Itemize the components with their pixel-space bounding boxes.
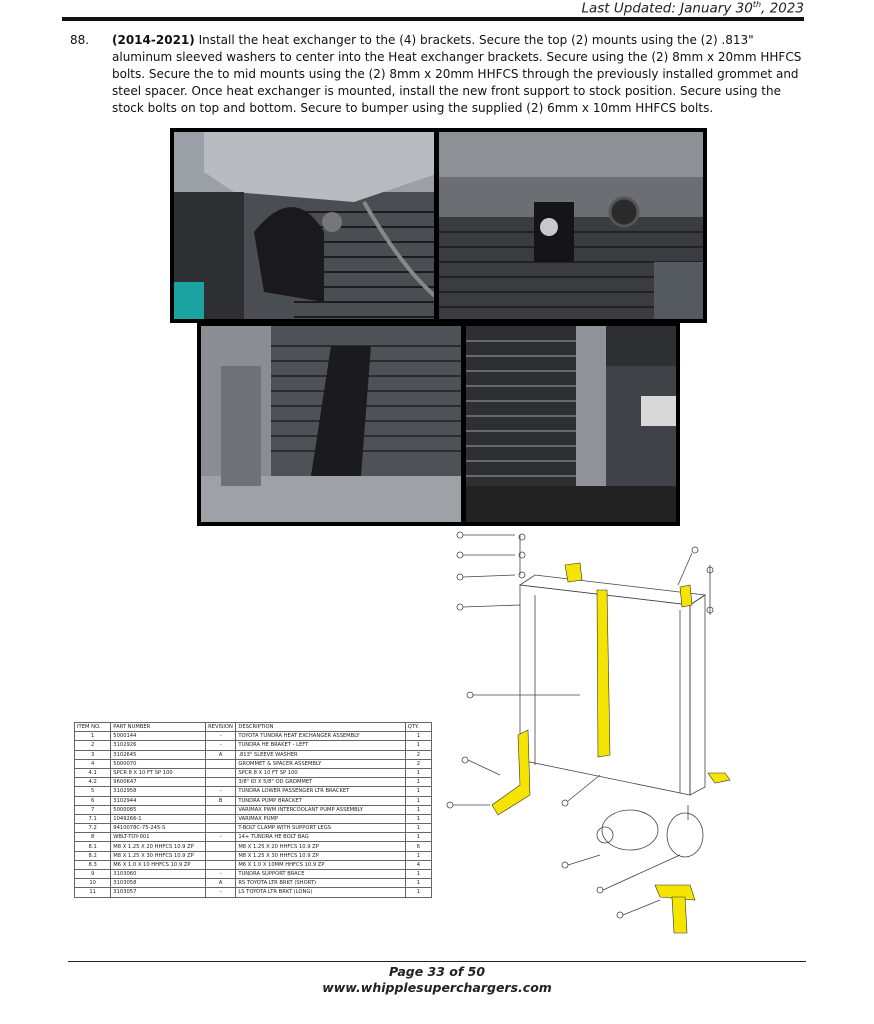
table-cell: VARIMAX PUMP	[236, 814, 405, 823]
exploded-diagram	[440, 525, 740, 945]
table-cell	[206, 860, 236, 869]
table-cell: 7.1	[75, 814, 111, 823]
table-row	[75, 842, 432, 851]
table-cell: TUNDRA LOWER PASSENGER LTR BRACKET	[236, 787, 405, 796]
table-cell: 1	[405, 870, 431, 879]
table-cell: -	[206, 888, 236, 897]
col-description: DESCRIPTION	[236, 723, 405, 732]
table-cell: 2	[405, 759, 431, 768]
table-cell: TUNDRA PUMP BRACKET	[236, 796, 405, 805]
table-cell: 2	[405, 750, 431, 759]
table-row	[75, 787, 432, 796]
table-cell: 14+ TUNDRA HE BOLT BAG	[236, 833, 405, 842]
table-cell: B	[206, 796, 236, 805]
table-cell: 1	[75, 732, 111, 741]
table-cell: 11	[75, 888, 111, 897]
table-cell: 4	[75, 759, 111, 768]
table-cell: 1	[405, 778, 431, 787]
table-cell: A	[206, 750, 236, 759]
table-cell: 3102958	[111, 787, 206, 796]
footer-rule	[68, 961, 806, 962]
table-row	[75, 759, 432, 768]
table-cell: 1	[405, 768, 431, 777]
table-cell: 3102944	[111, 796, 206, 805]
last-updated-year: , 2023	[761, 0, 804, 17]
table-cell: 3	[75, 750, 111, 759]
website-link[interactable]: www.whipplesuperchargers.com	[322, 980, 552, 995]
table-cell	[206, 824, 236, 833]
table-cell: .813" SLEEVE WASHER	[236, 750, 405, 759]
table-cell: M6 X 1.0 X 10 HHFCS 10.9 ZP	[111, 860, 206, 869]
table-cell: 5	[75, 787, 111, 796]
pump-icon	[602, 810, 658, 850]
table-cell: GROMMET & SPACER ASSEMBLY	[236, 759, 405, 768]
header-last-updated	[581, 0, 804, 17]
table-cell: 1	[405, 888, 431, 897]
table-cell	[206, 778, 236, 787]
table-row	[75, 833, 432, 842]
table-cell: 2	[75, 741, 111, 750]
table-cell: 3103060	[111, 870, 206, 879]
table-cell: 4.2	[75, 778, 111, 787]
photo-left-mount	[170, 128, 438, 323]
table-cell: SPCR 8 X 10 FT SP 100	[111, 768, 206, 777]
table-cell: A	[206, 879, 236, 888]
last-updated-text: Last Updated: January 30	[581, 0, 753, 17]
photo-left-mount-image	[174, 132, 438, 323]
table-cell: M8 X 1.25 X 30 HHFCS 10.9 ZP	[236, 851, 405, 860]
table-row	[75, 796, 432, 805]
table-row	[75, 870, 432, 879]
step-years: (2014-2021)	[112, 33, 195, 47]
table-cell: M8 X 1.25 X 30 HHFCS 10.9 ZP	[111, 851, 206, 860]
table-cell: 1	[405, 741, 431, 750]
photo-right-mount	[435, 128, 707, 323]
table-row	[75, 732, 432, 741]
table-cell: -	[206, 833, 236, 842]
table-cell: 7	[75, 805, 111, 814]
table-cell: TOYOTA TUNDRA HEAT EXCHANGER ASSEMBLY	[236, 732, 405, 741]
photo-mid-mount	[197, 322, 465, 526]
header-rule	[62, 17, 804, 21]
parts-table-header	[75, 723, 432, 732]
table-cell: 1	[405, 814, 431, 823]
table-cell: 7.2	[75, 824, 111, 833]
parts-table	[74, 722, 432, 898]
table-row	[75, 851, 432, 860]
table-cell	[206, 842, 236, 851]
parts-table-body	[75, 732, 432, 897]
table-cell: 1	[405, 805, 431, 814]
photo-front-support-image	[466, 326, 680, 526]
table-row	[75, 879, 432, 888]
table-cell: 1	[405, 824, 431, 833]
photo-mid-mount-image	[201, 326, 465, 526]
table-cell: 1	[405, 732, 431, 741]
table-cell: 9410078C-75-245-S	[111, 824, 206, 833]
table-cell: -	[206, 741, 236, 750]
table-cell: 3102645	[111, 750, 206, 759]
table-cell: 1	[405, 833, 431, 842]
table-row	[75, 768, 432, 777]
table-cell: 1	[405, 796, 431, 805]
table-cell: 9	[75, 870, 111, 879]
col-part-number: PART NUMBER	[111, 723, 206, 732]
table-cell: -	[206, 732, 236, 741]
table-cell: 4.1	[75, 768, 111, 777]
table-cell: SPCR 8 X 10 FT SP 100	[236, 768, 405, 777]
table-cell	[206, 805, 236, 814]
table-cell: WBLT-TOY-001	[111, 833, 206, 842]
table-cell: RS TOYOTA LTR BRKT (SHORT)	[236, 879, 405, 888]
table-cell: 9600K47	[111, 778, 206, 787]
table-cell: 5000085	[111, 805, 206, 814]
table-cell: 5000144	[111, 732, 206, 741]
col-item-no: ITEM NO.	[75, 723, 111, 732]
table-cell: LS TOYOTA LTR BRKT (LONG)	[236, 888, 405, 897]
step-number: 88.	[70, 33, 90, 47]
last-updated-sup: th	[752, 0, 762, 9]
table-cell: 1	[405, 787, 431, 796]
table-cell: 8.2	[75, 851, 111, 860]
table-cell: M8 X 1.25 X 20 HHFCS 10.9 ZP	[111, 842, 206, 851]
table-row	[75, 888, 432, 897]
table-cell: 1	[405, 851, 431, 860]
table-cell: 6	[75, 796, 111, 805]
table-cell: 8	[75, 833, 111, 842]
table-row	[75, 741, 432, 750]
page-number: Page 33 of 50	[388, 964, 486, 979]
table-cell	[206, 814, 236, 823]
table-cell: -	[206, 787, 236, 796]
table-cell: 8.3	[75, 860, 111, 869]
table-cell: 10	[75, 879, 111, 888]
table-cell: TUNDRA SUPPORT BRACE	[236, 870, 405, 879]
table-cell	[206, 768, 236, 777]
table-cell: 1	[405, 879, 431, 888]
table-row	[75, 860, 432, 869]
table-row	[75, 824, 432, 833]
col-revision: REVISION	[206, 723, 236, 732]
table-cell: 5000070	[111, 759, 206, 768]
photo-front-support	[462, 322, 680, 526]
table-cell: 3102926	[111, 741, 206, 750]
table-row	[75, 814, 432, 823]
table-row	[75, 778, 432, 787]
highlighted-brackets	[492, 563, 730, 933]
table-cell	[206, 851, 236, 860]
table-cell: 6	[405, 842, 431, 851]
table-cell: 3/8" ID X 5/8" OD GROMMET	[236, 778, 405, 787]
table-row	[75, 750, 432, 759]
table-cell: -	[206, 870, 236, 879]
table-cell: 3103057	[111, 888, 206, 897]
photo-right-mount-image	[439, 132, 707, 323]
table-cell: 1049266-1	[111, 814, 206, 823]
col-qty: QTY.	[405, 723, 431, 732]
step-body: Install the heat exchanger to the (4) brackets. Secure the top (2) mounts using the (2) .813" aluminum sleeved washers to center into the Heat exchanger brackets. Secure using the (2) 8mm x 20mm HHFCS bolts. Secure the to mid mounts using the (2) 8mm x 20mm HHFCS through the previously installed grommet and steel spacer. Once heat exchanger is mounted, install the new front support to stock position. Secure using the stock bolts on top and bottom. Secure to bumper using the supplied (2) 6mm x 10mm HHFCS bolts.	[112, 33, 802, 115]
table-cell: 3103058	[111, 879, 206, 888]
table-cell: M6 X 1.0 X 10MM HHFCS 10.9 ZP	[236, 860, 405, 869]
step-instructions	[112, 32, 810, 117]
table-cell: T-BOLT CLAMP WITH SUPPORT LEGS	[236, 824, 405, 833]
table-cell: 8.1	[75, 842, 111, 851]
table-row	[75, 805, 432, 814]
table-cell: M8 X 1.25 X 20 HHFCS 10.9 ZP	[236, 842, 405, 851]
table-cell: VARIMAX PWM INTERCOOLANT PUMP ASSEMBLY	[236, 805, 405, 814]
table-cell: TUNDRA HE BRAKET - LEFT	[236, 741, 405, 750]
step-88	[70, 32, 810, 117]
table-cell	[206, 759, 236, 768]
table-cell: 4	[405, 860, 431, 869]
